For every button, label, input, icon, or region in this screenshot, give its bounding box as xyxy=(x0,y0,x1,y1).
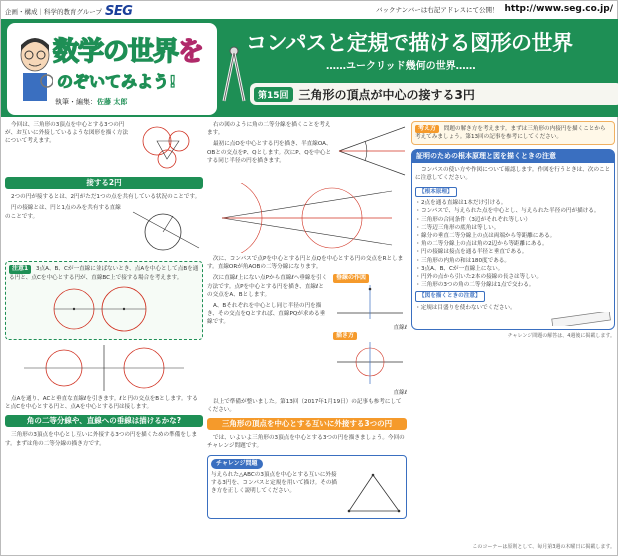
logo-subtitle: のぞいてみよう! xyxy=(57,72,177,91)
sub-title: ……ユークリッド幾何の世界…… xyxy=(326,61,476,72)
principle-item: ・ 二等辺三角形の底角は等しい。 xyxy=(415,224,611,232)
principle-item: ・ 円外の点から引いた2本の接線の長さは等しい。 xyxy=(415,273,611,281)
section-title-tangent: 接する2円 xyxy=(5,177,203,189)
episode-bar xyxy=(250,83,618,105)
episode-title: 三角形の頂点が中心の接する3円 xyxy=(298,87,475,102)
site-url[interactable]: http://www.seg.co.jp/ xyxy=(504,4,613,14)
principle-item: ・ コンパスで、与えられた点を中心とし、与えられた半径の円が描ける。 xyxy=(415,207,611,215)
principle-item: ・ 三角形の合同条件（3辺がそれぞれ等しい） xyxy=(415,216,611,224)
backnumber-label: バックナンバーは右記アドレスにて公開！ xyxy=(375,5,499,14)
perpendicular-line-figure xyxy=(333,283,407,321)
col1-paragraph-2: 円の接線とは、円と1点のみを共有する直線のことです。 xyxy=(5,205,121,220)
perpendicular-figure xyxy=(14,343,194,393)
compass-icon xyxy=(220,45,248,105)
figure-tag-2: 描き方 xyxy=(333,332,357,340)
main-title: コンパスと定規で描ける図形の世界 xyxy=(246,31,573,55)
episode-badge: 第15回 xyxy=(254,87,293,102)
principle-item: ・ 三角形の内角の和は180度である。 xyxy=(415,257,611,265)
challenge-text: 与えられた△ABCの3頂点を中心とする互いに外接する3円を、コンパスと定規を用いて描け。その描き方を正しく説明してください。 xyxy=(211,471,338,495)
angle-bisector-figure xyxy=(335,123,407,179)
approach-text: 問題の解き方を考えます。まずは三角形の内接円を描くことから考えてみましょう。第13回の記事を参考にしてください。 xyxy=(415,126,606,141)
author-name: 佐藤 太郎 xyxy=(97,98,128,106)
teacher-face-icon xyxy=(17,33,53,103)
three-circles-figure xyxy=(133,123,203,171)
note-box-1 xyxy=(5,261,203,339)
tangent-line-figure xyxy=(123,206,203,256)
principle-item: ・ 3点A、B、Cが一直線上にない。 xyxy=(415,265,611,273)
principle-item: ・ 角の二等分線上の点は角の2辺から等距離にある。 xyxy=(415,240,611,248)
principles-title: 証明のための根本原理と図を描くときの注意 xyxy=(412,150,614,162)
section-title-bisector: 角の二等分線や、直線への垂線は描けるかな? xyxy=(5,415,203,427)
principles-subtitle: 【根本原理】 xyxy=(415,187,457,197)
principles-intro: コンパスの使い方や作図について確認します。作図を行うときは、次のことに注意してください。 xyxy=(415,166,611,181)
column-2 xyxy=(207,121,407,519)
principle-item: ・ 線分の垂直二等分線上の点は両端から等距離にある。 xyxy=(415,232,611,240)
col2-paragraph-3: 次に、コンパスで点Pを中心とする円と点Qを中心とする円の交点をRとします。直線ORが角AOBの二等分線になります。 xyxy=(207,256,404,271)
col1-paragraph-1: 2つの円が接するとは、2円がただ1つの点を共有している状況のことです。 xyxy=(11,194,201,201)
two-circles-figure xyxy=(34,284,174,334)
logo-title-particle: を xyxy=(178,37,204,67)
col2-paragraph-1: 右の図のように角の二等分線を描くことを考えます。 xyxy=(207,122,331,137)
column-3 xyxy=(411,121,615,340)
principles-body xyxy=(412,163,614,329)
figure-tag-1: 垂線の作図 xyxy=(333,274,369,282)
col2-paragraph-6: 以上で準備が整いました。第13回（2017年1月19日）の記事も参考にしてください。 xyxy=(207,398,402,413)
principle-item: ・ 円の接線は接点を通る半径と垂直である。 xyxy=(415,248,611,256)
footer-note: このコーナーは原則として、毎月第3週の木曜日に掲載します。 xyxy=(472,544,615,550)
brand-right xyxy=(376,4,613,14)
logo-title-main: 数学の世界 xyxy=(53,37,179,67)
author xyxy=(55,97,127,107)
brand-left xyxy=(5,4,132,19)
challenge-tag: チャレンジ問題 xyxy=(211,459,263,469)
principles-box xyxy=(411,149,615,329)
perpendicular-construction-figure xyxy=(333,340,407,386)
bisector-construction-figure xyxy=(212,183,402,253)
triangle-abc-figure xyxy=(343,471,403,515)
col1-paragraph-4: 三角形の3頂点を中心とし互いに外接する3つの円を描くための準備をします。まずは角の二等分線の描き方です。 xyxy=(5,432,198,447)
section-title-three-circles: 三角形の頂点を中心とする互いに外接する3つの円 xyxy=(207,418,407,430)
col2-paragraph-7: では、いよいよ三角形の3頂点を中心とする3つの円を描きましょう。今回のチャレンジ問題です。 xyxy=(207,435,405,450)
note-tag-1: 注意1 xyxy=(9,265,31,273)
brand-label: 企画・構成｜科学的教育グループ xyxy=(5,8,102,16)
column-1 xyxy=(5,121,203,451)
figure-label-line-1: 直線ℓ xyxy=(393,324,407,331)
seg-logo: SEG xyxy=(104,4,133,19)
approach-tag: 考え方 xyxy=(415,125,439,133)
top-strip xyxy=(1,1,618,19)
col2-paragraph-2: 最初に点Oを中心とする円を描き、半直線OA、OBとの交点をP、Qとします。次にP、Qを中心とする同じ半径の円を描きます。 xyxy=(207,141,332,164)
logo-title xyxy=(53,31,203,68)
principle-item: ・ 2点を通る直線は1本だけ引ける。 xyxy=(415,199,611,207)
note-text-1: 3点A、B、Cが一直線に並ばないとき、点Aを中心として点Bを通る円と、点Cを中心とする円が、直線BC上で接する場合を考えます。 xyxy=(9,266,199,281)
col1-paragraph-3: 点Aを通り、ACと垂直な直線ℓを引きます。ℓと円の交点をBとします。すると点Cを中心とする円と、点Aを中心とする円は接します。 xyxy=(5,395,198,411)
intro-paragraph: 今回は、三角形の3頂点を中心とする3つの円が、お互いに外接しているような図形を描く方法について考えます。 xyxy=(5,122,129,145)
header-inner xyxy=(216,23,614,113)
answer-note: チャレンジ問題の解答は、4週後に掲載します。 xyxy=(507,332,615,339)
col2-paragraph-5: A、Bそれぞれを中心とし同じ半径の円を描き、その交点をQとすれば、直線PQが求める垂線です。 xyxy=(207,303,326,326)
logo-panel xyxy=(7,23,217,115)
ruler-icon xyxy=(551,312,611,326)
col2-paragraph-4: 次に直線ℓ上にない点Pから直線ℓへ垂線を引く方法です。点Pを中心とする円を描き、直線ℓとの交点をA、Bとします。 xyxy=(207,275,328,298)
drawing-notes-subtitle: 【図を描くときの注意】 xyxy=(415,291,485,301)
challenge-box xyxy=(207,455,407,519)
author-label: 執筆・編集： xyxy=(55,98,97,106)
figure-label-line-2: 直線ℓ xyxy=(393,390,407,397)
approach-box xyxy=(411,121,615,145)
drawing-note: ・定規は目盛りを使わないでください。 xyxy=(415,304,516,311)
principle-item: ・ 三角形の3つの角の二等分線は1点で交わる。 xyxy=(415,281,611,289)
